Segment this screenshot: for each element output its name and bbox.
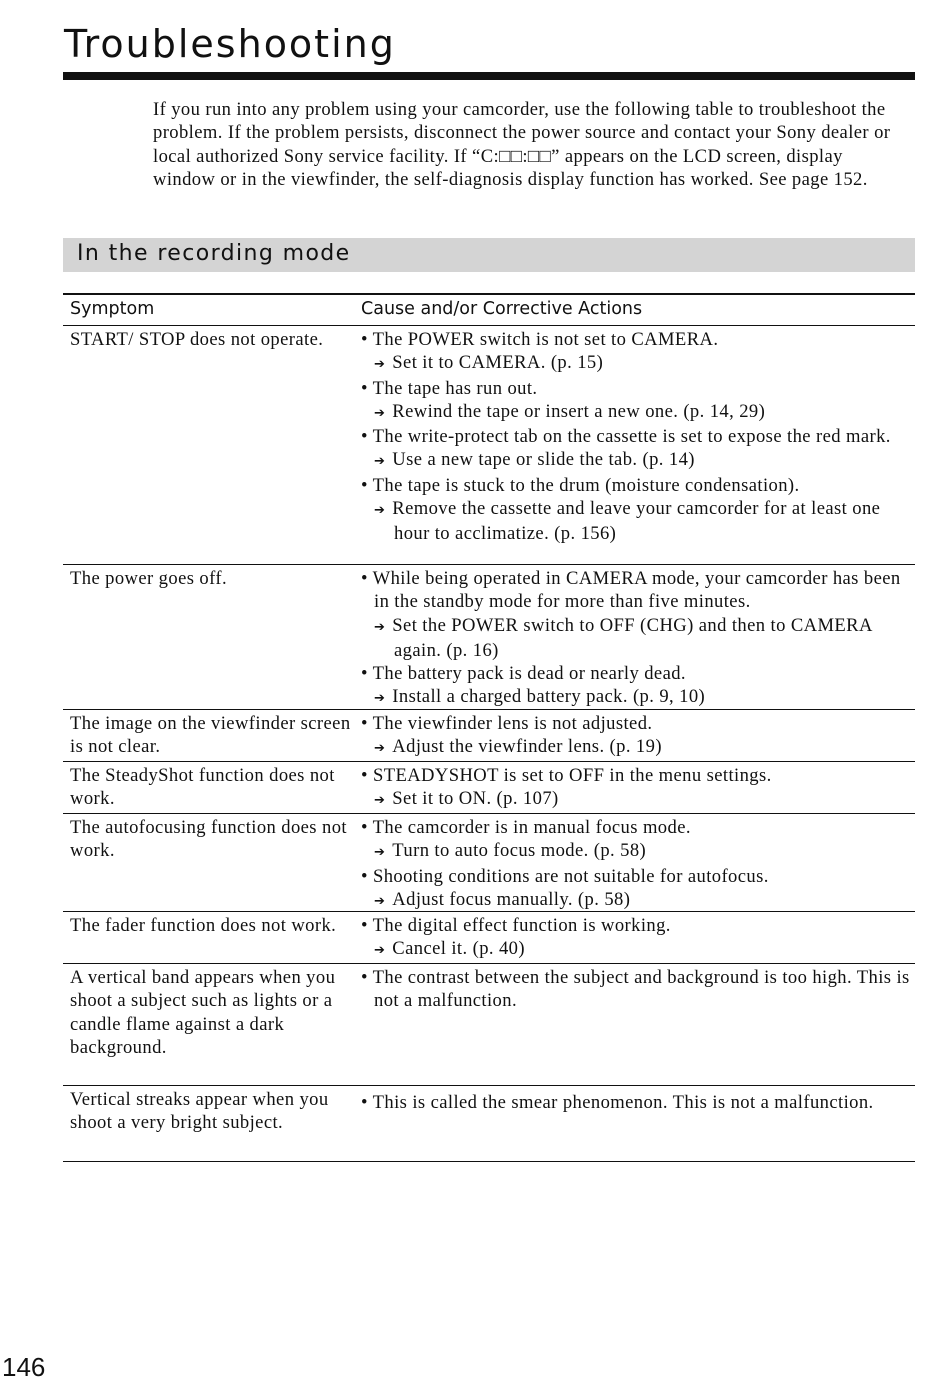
arrow-right-icon: ➔	[374, 405, 386, 421]
fix-text: Install a charged battery pack. (p. 9, 10)	[392, 686, 706, 708]
cause-cell	[361, 326, 915, 564]
cause-cell	[361, 762, 915, 813]
table-row	[63, 1086, 915, 1162]
fix-text: Cancel it. (p. 40)	[392, 938, 525, 960]
table-row	[63, 814, 915, 912]
cause-cell	[361, 814, 915, 911]
symptom-cell: The power goes off.	[70, 568, 227, 589]
fix-item	[361, 839, 915, 864]
fix-item	[361, 735, 915, 760]
arrow-right-icon: ➔	[374, 503, 386, 519]
arrow-right-icon: ➔	[374, 845, 386, 861]
arrow-right-icon: ➔	[374, 357, 386, 373]
cause-item: • While being operated in CAMERA mode, your camcorder has been in the standby mode for more than five minutes.	[361, 568, 901, 613]
cause-item: • The viewfinder lens is not adjusted.	[361, 713, 653, 734]
arrow-right-icon: ➔	[374, 619, 386, 635]
fix-text: Adjust the viewfinder lens. (p. 19)	[392, 736, 662, 758]
troubleshooting-table	[63, 293, 915, 1162]
arrow-right-icon: ➔	[374, 943, 386, 959]
cause-item: • The tape is stuck to the drum (moisture condensation).	[361, 474, 800, 496]
symptom-cell: The autofocusing function does not work.	[70, 817, 347, 862]
fix-item	[361, 400, 915, 425]
fix-item	[361, 685, 915, 710]
fix-item	[361, 351, 915, 376]
symptom-cell: The SteadyShot function does not work.	[70, 765, 335, 810]
fix-text: Set the POWER switch to OFF (CHG) and then to CAMERA again. (p. 16)	[392, 614, 872, 661]
header-cause: Cause and/or Corrective Actions	[361, 299, 643, 319]
cause-cell	[361, 565, 915, 709]
symptom-cell: A vertical band appears when you shoot a subject such as lights or a candle flame against a dark background.	[70, 967, 336, 1058]
fix-text: Use a new tape or slide the tab. (p. 14)	[392, 449, 695, 471]
cause-item: • The battery pack is dead or nearly dead.	[361, 663, 686, 685]
cause-item: • The tape has run out.	[361, 377, 538, 399]
cause-item: • The digital effect function is working.	[361, 915, 671, 936]
cause-item: • This is called the smear phenomenon. This is not a malfunction.	[361, 1092, 874, 1113]
cause-item: • The contrast between the subject and background is too high. This is not a malfunction.	[361, 967, 910, 1012]
cause-cell	[361, 1086, 915, 1161]
cause-item: • STEADYSHOT is set to OFF in the menu settings.	[361, 765, 772, 786]
table-row	[63, 762, 915, 814]
fix-item	[361, 888, 915, 913]
symptom-cell: Vertical streaks appear when you shoot a very bright subject.	[70, 1089, 329, 1134]
cause-item: • The POWER switch is not set to CAMERA.	[361, 329, 719, 350]
table-header	[63, 295, 915, 326]
fix-item	[361, 787, 915, 812]
title-rule	[63, 72, 915, 80]
table-row	[63, 326, 915, 565]
fix-text: Turn to auto focus mode. (p. 58)	[392, 840, 647, 862]
symptom-cell: START/ STOP does not operate.	[70, 329, 324, 350]
table-row	[63, 710, 915, 762]
cause-item: • The write-protect tab on the cassette is set to expose the red mark.	[361, 426, 891, 448]
arrow-right-icon: ➔	[374, 741, 386, 757]
symptom-cell: The fader function does not work.	[70, 915, 337, 936]
cause-item: • Shooting conditions are not suitable for autofocus.	[361, 865, 769, 887]
cause-item: • The camcorder is in manual focus mode.	[361, 817, 691, 838]
intro-paragraph: If you run into any problem using your camcorder, use the following table to troubleshoot the problem. If the problem persists, disconnect the power source and contact your Sony dealer or local authorized Sony service facility. If “C:□□:□□” appears on the LCD screen, display window or in the viewfinder, the self-diagnosis display function has worked. See page 152.	[153, 99, 891, 190]
fix-text: Set it to ON. (p. 107)	[392, 788, 559, 810]
header-symptom: Symptom	[70, 299, 155, 319]
fix-text: Rewind the tape or insert a new one. (p. 14, 29)	[392, 400, 766, 422]
fix-item	[361, 614, 915, 663]
table-row	[63, 565, 915, 710]
symptom-cell: The image on the viewfinder screen is not clear.	[70, 713, 351, 758]
fix-item	[361, 937, 915, 962]
page-number: 146	[2, 1352, 46, 1382]
fix-text: Remove the cassette and leave your camcorder for at least one hour to acclimatize. (p. 156)	[392, 498, 881, 545]
section-title: In the recording mode	[77, 241, 351, 266]
table-row	[63, 964, 915, 1086]
arrow-right-icon: ➔	[374, 454, 386, 470]
section-header	[63, 238, 915, 272]
cause-cell	[361, 912, 915, 963]
cause-cell	[361, 710, 915, 761]
arrow-right-icon: ➔	[374, 893, 386, 909]
arrow-right-icon: ➔	[374, 793, 386, 809]
cause-cell	[361, 964, 915, 1085]
arrow-right-icon: ➔	[374, 691, 386, 707]
fix-text: Set it to CAMERA. (p. 15)	[392, 352, 604, 374]
fix-item	[361, 497, 915, 546]
page-title: Troubleshooting	[64, 22, 396, 66]
fix-text: Adjust focus manually. (p. 58)	[392, 888, 631, 910]
fix-item	[361, 448, 915, 473]
table-row	[63, 912, 915, 964]
